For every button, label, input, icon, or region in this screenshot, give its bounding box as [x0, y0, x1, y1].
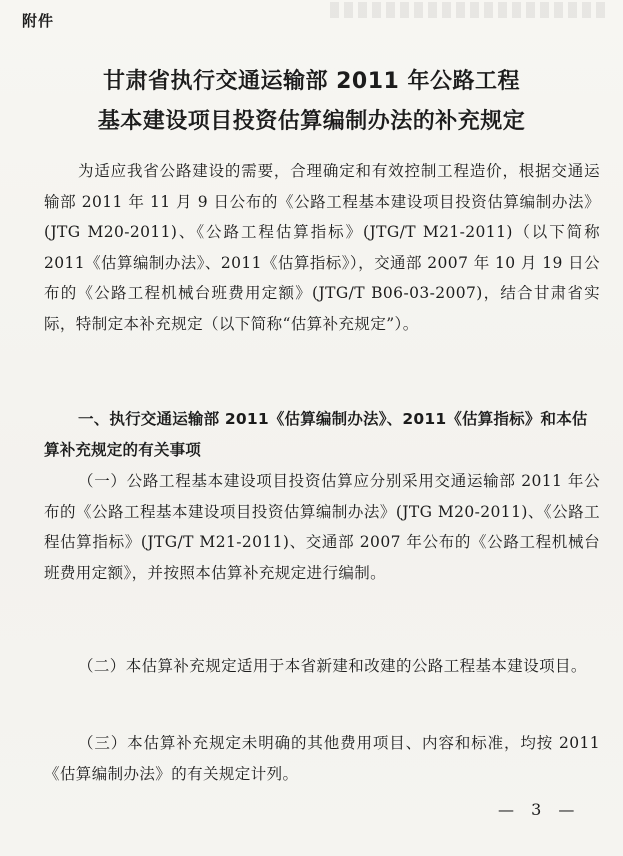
item-2-paragraph: （二）本估算补充规定适用于本省新建和改建的公路工程基本建设项目。	[78, 657, 587, 675]
show-through-text	[330, 2, 610, 18]
document-title-line-1: 甘肃省执行交通运输部 2011 年公路工程	[102, 69, 521, 94]
page-number: — 3 —	[498, 800, 581, 819]
item-3-paragraph: （三）本估算补充规定未明确的其他费用项目、内容和标准，均按 2011《估算编制办法》的有关规定计列。	[44, 734, 600, 783]
attachment-label: 附件	[22, 12, 55, 30]
section-heading: 一、执行交通运输部 2011《估算编制办法》、2011《估算指标》和本估算补充规定的有关事项	[44, 410, 588, 459]
document-title-line-2: 基本建设项目投资估算编制办法的补充规定	[97, 109, 526, 134]
intro-paragraph: 为适应我省公路建设的需要，合理确定和有效控制工程造价，根据交通运输部 2011 年 11 月 9 日公布的《公路工程基本建设项目投资估算编制办法》(JTG M20-2011)、《公路工程估算指标》(JTG/T M21-2011)（以下简称 2011《估算编制办法》、2011《估算指标》），交通部 2007 年 10 月 19 日公布的《公路工程机械台班费用定额》(JTG/T B06-03-2007)，结合甘肃省实际，特制定本补充规定（以下简称“估算补充规定”）。	[44, 162, 600, 333]
item-1-paragraph: （一）公路工程基本建设项目投资估算应分别采用交通运输部 2011 年公布的《公路工程基本建设项目投资估算编制办法》(JTG M20-2011)、《公路工程估算指标》(JTG/T M21-2011)、交通部 2007 年公布的《公路工程机械台班费用定额》，并按照本估算补充规定进行编制。	[44, 472, 600, 582]
